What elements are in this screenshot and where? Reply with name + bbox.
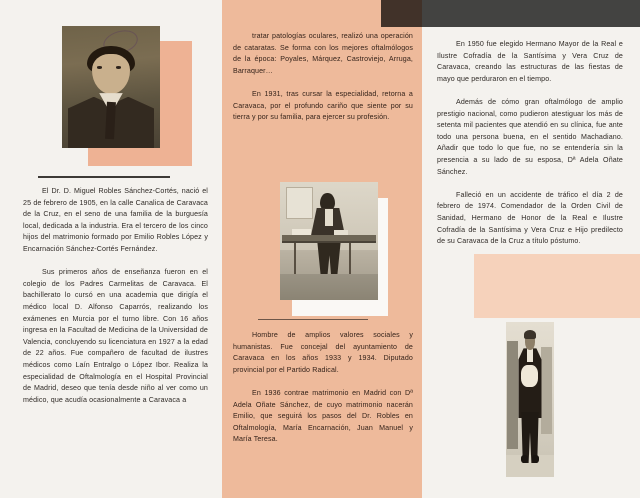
desk-photo-window: [286, 187, 313, 220]
right-paragraph-3: Falleció en un accidente de tráfico el día 2 de febrero de 1974. Comendador de la Orden Civil de Sanidad, Hermano de Honor de la Real e Ilustre Cofradía de la Santísima y Vera Cruz e Hijo predilecto de su Caravaca de la Cruz a título póstumo.: [437, 190, 623, 246]
right-column-text: [437, 39, 623, 248]
photo-miguel-standing: [506, 322, 554, 477]
right-paragraph-1: En 1950 fue elegido Hermano Mayor de la Real e Ilustre Cofradía de la Santísima y Vera Cruz de Caravaca, creando las estructuras de las fiestas de mayo que perduraron en el tiempo.: [437, 40, 623, 83]
standing-photo-shoe-right: [532, 455, 539, 463]
middle-paragraph-2: En 1931, tras cursar la especialidad, retorna a Caravaca, por el profundo cariño que siente por su tierra y por su familia, para ejercer su profesión.: [233, 89, 413, 122]
right-peach-accent-block: [474, 254, 640, 318]
portrait-eye-left: [97, 66, 102, 68]
middle-column-divider: [258, 319, 368, 320]
standing-photo-background-figure-right: [541, 347, 553, 434]
standing-photo-bouquet: [521, 365, 537, 387]
left-paragraph-2: Sus primeros años de enseñanza fueron en el colegio de los Padres Carmelitas de Caravaca. El bachillerato lo cursó en una academia que dirigía el médico local D. Alfonso Caparrós, realizando los exámenes en Murcia por el turno libre. Con 16 años ingresa en la Facultad de Medicina de la Universidad de Valencia, concluyendo su licenciatura en 1927 a la edad de 22 años. Fue compañero de facultad de ilustres médicos como Laín Entralgo o López Ibor. Realiza la especialidad de Oftalmología en el Hospital Provincial de Madrid, deseo que tenía desde niño al ver como un médico, que acudía ocasionalmente a Caravaca a: [23, 268, 208, 404]
standing-photo-shoe-left: [521, 455, 528, 463]
standing-photo-hair: [524, 330, 536, 339]
top-dark-bar: [421, 0, 640, 27]
left-column-divider: [38, 176, 170, 178]
middle-paragraph-1: tratar patologías oculares, realizó una operación de cataratas. Se forma con los mejores oftalmólogos de la época: Poyales, Márquez, Castroviejo, Arruga, Barraquer…: [233, 32, 413, 75]
left-column-text: [23, 186, 208, 406]
left-paragraph-1: El Dr. D. Miguel Robles Sánchez-Cortés, nació el 25 de febrero de 1905, en la calle Canalica de Caravaca de la Cruz, en el seno de una familia de la burguesía local, dedicada a la industria. Era el tercero de los cinco hijos del matrimonio formado por Emilio Robles López y Encarnación Sánchez-Cortés Fernández.: [23, 187, 208, 253]
standing-photo-background-figure-left: [507, 341, 518, 450]
middle-column-text-top: [233, 31, 413, 124]
standing-photo-ground: [506, 455, 554, 477]
middle-paragraph-3: Hombre de amplios valores sociales y humanistas. Fue concejal del ayuntamiento de Caravaca en los años 1933 y 1934. Diputado provincial por el Partido Radical.: [233, 331, 413, 374]
portrait-eye-right: [116, 66, 121, 68]
top-brown-block: [381, 0, 422, 27]
desk-photo-desk-shadow: [282, 241, 376, 243]
middle-paragraph-4: En 1936 contrae matrimonio en Madrid con Dª Adela Oñate Sánchez, de cuyo matrimonio nacerán Emilio, que seguirá los pasos del Dr. Robles en Oftalmología, María Encarnación, Juan Manuel y María Teresa.: [233, 388, 413, 444]
portrait-miguel-robles: [62, 26, 160, 148]
photo-miguel-at-desk: [280, 182, 378, 300]
desk-photo-shirt: [325, 209, 333, 226]
right-paragraph-2: Además de cómo gran oftalmólogo de amplio prestigio nacional, como pudieron atestiguar los más de setenta mil pacientes que atendió en su clínica, fue ante todo una persona buena, en el sentido Machadiano. Añadir que todo lo que fue, no se entendería sin la presencia a su lado de su esposa, Dª Adela Oñate Sánchez.: [437, 97, 623, 176]
desk-photo-floor: [280, 274, 378, 300]
middle-column-text-bottom: [233, 330, 413, 446]
